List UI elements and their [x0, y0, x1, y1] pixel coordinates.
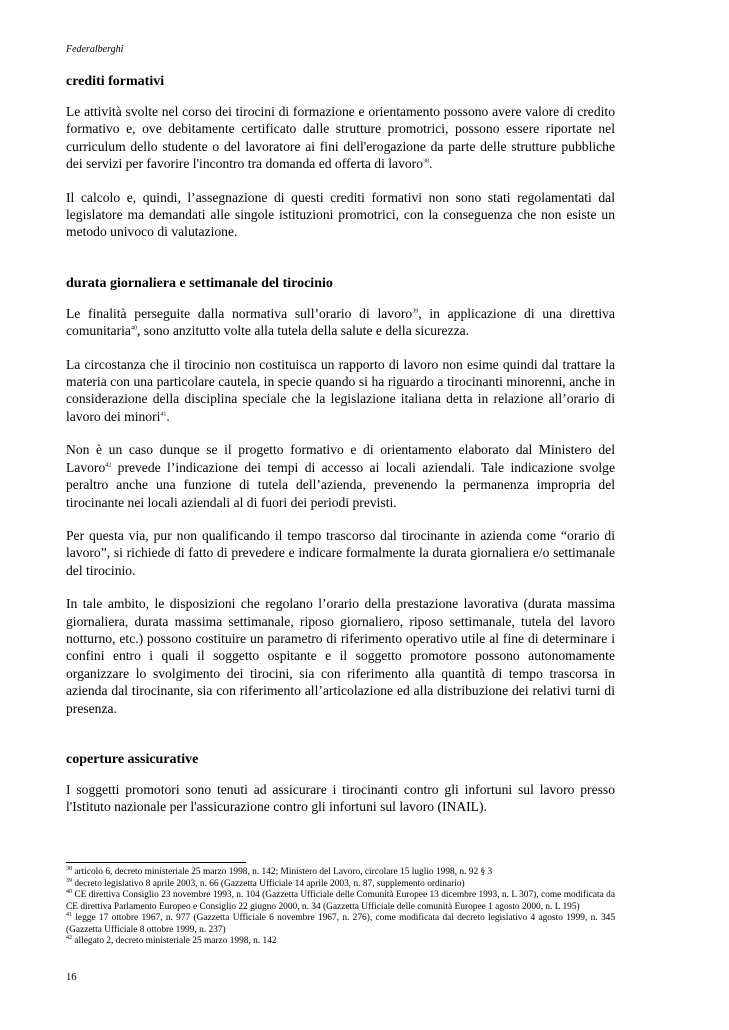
body-paragraph: La circostanza che il tirocinio non costituisca un rapporto di lavoro non esime quindi dal trattare la materia con una particolare cautela, in specie quando si ha riguardo a tirocinanti minorenni, anche in considerazione della disciplina speciale che la legislazione italiana detta in relazione all’orario di lavoro dei minori$^{41}$. — [66, 356, 615, 424]
footnote: $^{38}$ articolo 6, decreto ministeriale 25 marzo 1998, n. 142; Ministero del Lavoro, circolare 15 luglio 1998, n. 92 § 3 — [66, 865, 493, 877]
body-paragraph: Le finalità perseguite dalla normativa sull’orario di lavoro$^{39}$, in applicazione di una direttiva comunitaria$^{40}$, sono anzitutto volte alla tutela della salute e della sicurezza. — [66, 305, 615, 339]
footnote-ref-42: 42 — [105, 462, 112, 469]
body-paragraph: Il calcolo e, quindi, l’assegnazione di questi crediti formativi non sono stati regolamentati dal legislatore ma demandati alle singole istituzioni promotrici, con la conseguenza che non esiste un metodo univoco di valutazione. — [66, 189, 615, 240]
footnote-ref-40: 40 — [130, 325, 137, 332]
page-number: 16 — [66, 972, 77, 983]
footnotes — [66, 862, 615, 948]
section-heading-durata-tirocinio: durata giornaliera e settimanale del tirocinio — [66, 275, 333, 291]
body-paragraph: In tale ambito, le disposizioni che regolano l’orario della prestazione lavorativa (durata massima giornaliera, durata massima settimanale, riposo giornaliero, riposo settimanale, tutela del lavoro notturno, etc.) possono costituire un parametro di riferimento operativo utile al fine di determinare i confini entro i quali il soggetto ospitante e il soggetto promotore possono autonomamente organizzare lo svolgimento dei tirocini, sia con riferimento alla quantità di tempo trascorsa in azienda dal tirocinante, sia con riferimento all’articolazione ed alla distribuzione dei relativi turni di presenza. — [66, 596, 615, 716]
footnote-ref-39: 39 — [412, 308, 419, 315]
footnote-ref-38: 38 — [423, 158, 430, 165]
page-body — [66, 73, 615, 832]
footnote: $^{41}$ legge 17 ottobre 1967, n. 977 (Gazzetta Ufficiale 6 novembre 1967, n. 276), come modificata dal decreto legislativo 4 agosto 1999, n. 345 (Gazzetta Ufficiale 8 ottobre 1999, n. 237) — [66, 911, 616, 935]
footnote: $^{40}$ CE direttiva Consiglio 23 novembre 1993, n. 104 (Gazzetta Ufficiale delle Comunità Europee 13 dicembre 1993, n. L 307), come modificata da CE direttiva Parlamento Europeo e Consiglio 22 giugno 2000, n. 34 (Gazzetta Ufficiale delle comunità Europee 1 agosto 2000, n. L 195) — [66, 888, 616, 912]
body-paragraph: Le attività svolte nel corso dei tirocini di formazione e orientamento possono avere valore di credito formativo e, ove debitamente certificato dalle strutture promotrici, possono essere riportate nel curriculum dello studente o del lavoratore ai fini dell'erogazione da parte delle strutture pubbliche dei servizi per favorire l'incontro tra domanda ed offerta di lavoro$^{38}$. — [66, 104, 615, 172]
footnote-separator — [66, 862, 246, 863]
running-header: Federalberghi — [66, 44, 124, 55]
footnote-ref-41: 41 — [160, 411, 167, 418]
body-paragraph: Per questa via, pur non qualificando il tempo trascorso dal tirocinante in azienda come “orario di lavoro”, si richiede di fatto di prevedere e indicare formalmente la durata giornaliera e/o settimanale del tirocinio. — [66, 527, 615, 578]
footnote: $^{39}$ decreto legislativo 8 aprile 2003, n. 66 (Gazzetta Ufficiale 14 aprile 2003, n. 87, supplemento ordinario) — [66, 877, 465, 889]
section-heading-crediti-formativi: crediti formativi — [66, 74, 165, 89]
section-heading-coperture-assicurative: coperture assicurative — [66, 751, 199, 767]
footnote: $^{42}$ allegato 2, decreto ministeriale 25 marzo 1998, n. 142 — [66, 934, 277, 946]
body-paragraph: Non è un caso dunque se il progetto formativo e di orientamento elaborato dal Ministero del Lavoro$^{42}$ prevede l’indicazione dei tempi di accesso ai locali aziendali. Tale indicazione svolge peraltro anche una funzione di tutela dell’azienda, prevenendo la permanenza impropria del tirocinante nei locali aziendali al di fuori dei periodi previsti. — [66, 442, 615, 510]
body-paragraph: I soggetti promotori sono tenuti ad assicurare i tirocinanti contro gli infortuni sul lavoro presso l'Istituto nazionale per l'assicurazione contro gli infortuni sul lavoro (INAIL). — [66, 781, 615, 815]
